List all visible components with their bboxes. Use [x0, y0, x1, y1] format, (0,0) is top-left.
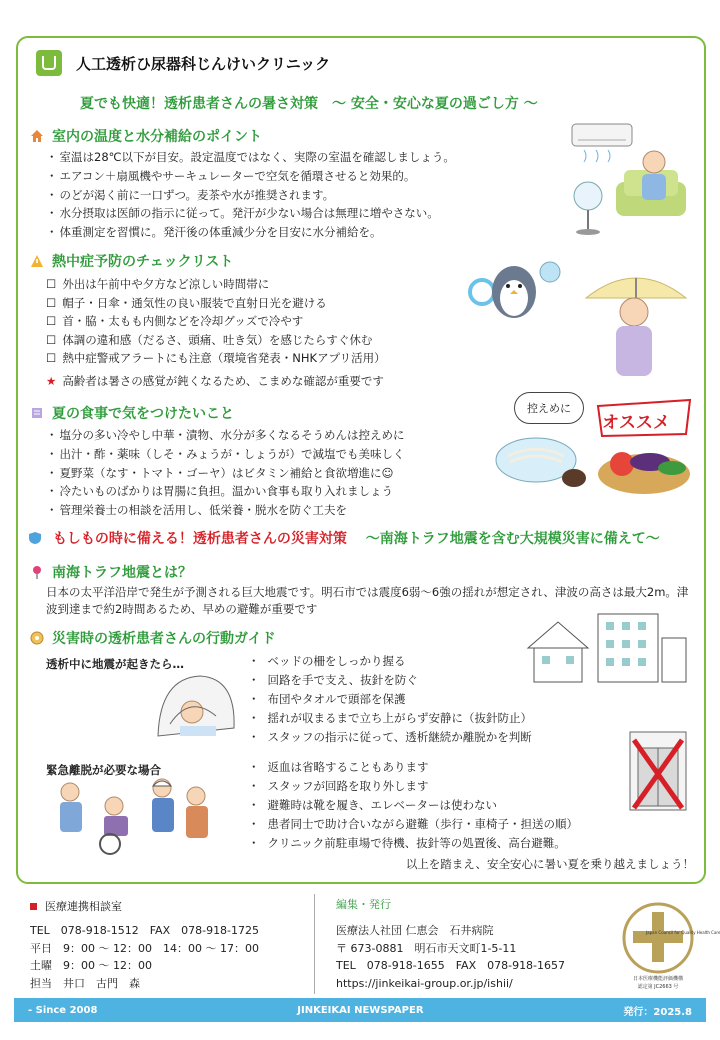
headline-summer: 夏でも快適！透析患者さんの暑さ対策 ～ 安全・安心な夏の過ごし方 ～ [80, 96, 538, 112]
closing-message: 以上を踏まえ、安全安心に暑い夏を乗り越えましょう！ [405, 857, 694, 871]
actions-during-dialysis [248, 652, 532, 747]
footer-consult-info [30, 922, 259, 992]
footer-consult-title [30, 898, 122, 914]
star-icon: ★ [46, 374, 57, 388]
badge-text: 日本医療機能評価機構 [632, 976, 684, 982]
bottom-bar [14, 998, 706, 1022]
footer-line: 〒 673-0881 明石市天文町1-5-11 [336, 941, 517, 955]
action-item: ・ 回路を手で支え、抜針を防ぐ [248, 671, 532, 690]
menu-icon [30, 406, 44, 420]
badge-text: 認定第 JC2663 号 [637, 984, 679, 990]
section-title-text: 室内の温度と水分補給のポイント [52, 129, 262, 145]
headline-disaster-sub: ～南海トラフ地震を含む大規模災害に備えて～ [365, 531, 660, 547]
heatstroke-illustration [466, 258, 696, 388]
headline-disaster-main: もしもの時に備える！透析患者さんの災害対策 [52, 531, 347, 547]
action-item: ・ スタッフが回路を取り外します [248, 777, 578, 796]
section2-note [46, 373, 384, 389]
footer-line: 医療法人社団 仁恵会 石井病院 [336, 924, 494, 937]
label-emergency: 緊急離脱が必要な場合 [46, 763, 161, 777]
section-title-nankai [30, 562, 192, 582]
bottom-bar-since: - Since 2008 [28, 1004, 98, 1016]
compass-icon [30, 631, 44, 645]
footer-line: TEL 078-918-1512 FAX 078-918-1725 [30, 924, 260, 937]
section-title-text: 災害時の透析患者さんの行動ガイド [52, 631, 276, 647]
action-item: ・ 患者同士で助け合いながら避難（歩行・車椅子・担送の順） [248, 815, 578, 834]
list-item: ・ 夏野菜（なす・トマト・ゴーヤ）はビタミン補給と食欲増進に☺ [46, 464, 405, 483]
no-elevator-icon [628, 730, 688, 812]
bottom-bar-issue-date: 発行：2025.8 [623, 1006, 692, 1018]
bubble-label-recommend: オススメ [602, 413, 670, 433]
patient-protect-head-illustration [150, 668, 240, 744]
shield-icon [28, 531, 42, 545]
list-item: ・ 室温は28℃以下が目安。設定温度ではなく、実際の室温を確認しましょう。 [46, 148, 455, 167]
list-item: ・ 出汁・酢・薬味（しそ・みょうが・しょうが）で減塩でも美味しく [46, 445, 405, 464]
action-item: ・ 返血は省略することもあります [248, 758, 578, 777]
action-item: ・ 布団やタオルで頭部を保護 [248, 690, 532, 709]
list-item: ・ エアコン＋扇風機やサーキュレーターで空気を循環させると効果的。 [46, 167, 455, 186]
list-item: ・ 水分摂取は医師の指示に従って。発汗が少ない場合は無理に増やさない。 [46, 204, 455, 223]
section-title-room [30, 126, 262, 146]
list-item: ・ 冷たいものばかりは胃腸に負担。温かい食事も取り入れましょう [46, 482, 405, 501]
action-item: ・ ベッドの柵をしっかり握る [248, 652, 532, 671]
list-item: ・ 体重測定を習慣に。発汗後の体重減少分を目安に水分補給を。 [46, 223, 455, 242]
accreditation-badge-icon [616, 898, 720, 994]
check-item: ☐ 熱中症警戒アラートにも注意（環境省発表・NHKアプリ活用） [46, 349, 386, 368]
evacuation-illustration [44, 776, 214, 856]
label-during-dialysis: 透析中に地震が起きたら… [46, 657, 184, 671]
footer-line: 担当 井口 古門 森 [30, 976, 140, 990]
check-item: ☐ 体調の違和感（だるさ、頭痛、吐き気）を感じたらすぐ休む [46, 331, 386, 350]
alert-icon [30, 254, 44, 268]
bubble-label-moderate: 控えめに [514, 392, 584, 424]
list-item: ・ 塩分の多い冷やし中華・漬物、水分が多くなるそうめんは控えめに [46, 426, 405, 445]
buildings-illustration [522, 608, 690, 688]
clinic-name: 人工透析ひ尿器科じんけいクリニック [76, 54, 331, 73]
footer-consult-title-text: 医療連携相談室 [45, 900, 122, 913]
list-item: ・ 管理栄養士の相談を活用し、低栄養・脱水を防ぐ工夫を [46, 501, 405, 520]
footer-line: TEL 078-918-1655 FAX 078-918-1657 [336, 959, 566, 972]
check-item: ☐ 首・脇・太もも内側などを冷却グッズで冷やす [46, 312, 386, 331]
action-item: ・ クリニック前駐車場で待機、抜針等の処置後、高台避難。 [248, 834, 578, 853]
footer-publisher-info [336, 922, 565, 992]
section1-list [46, 148, 455, 242]
square-bullet-icon [30, 903, 37, 910]
house-icon [30, 129, 44, 143]
badge-text: Japan Council for Quality Health Care [646, 930, 720, 935]
section-title-text: 南海トラフ地震とは？ [52, 565, 192, 581]
section-title-text: 夏の食事で気をつけたいこと [52, 406, 234, 422]
nankai-description: 日本の太平洋沿岸で発生が予測される巨大地震です。明石市では震度6弱～6強の揺れが想定され、津波の高さは最大2m。津波到達まで約2時間あるため、早めの避難が重要です [46, 585, 689, 616]
note-text: 高齢者は暑さの感覚が鈍くなるため、こまめな確認が重要です [62, 374, 384, 388]
bottom-bar-title: JINKEIKAI NEWSPAPER [297, 1004, 424, 1016]
check-item: ☐ 外出は午前中や夕方など涼しい時間帯に [46, 275, 386, 294]
actions-emergency [248, 758, 578, 853]
check-item: ☐ 帽子・日傘・通気性の良い服装で直射日光を避ける [46, 294, 386, 313]
section-title-checklist [30, 251, 233, 271]
list-item: ・ のどが渇く前に一口ずつ。麦茶や水が推奨されます。 [46, 186, 455, 205]
action-item: ・ スタッフの指示に従って、透析継続か離脱かを判断 [248, 728, 532, 747]
footer-line: 土曜 9：00 ～ 12：00 [30, 959, 152, 972]
section-title-text: 熱中症予防のチェックリスト [52, 254, 234, 270]
pin-icon [30, 565, 44, 579]
somen-bowl-illustration [492, 426, 592, 496]
air-conditioner-illustration [570, 122, 690, 240]
action-item: ・ 揺れが収まるまで立ち上がらず安静に（抜針防止） [248, 709, 532, 728]
section2-checklist [46, 275, 386, 368]
headline-disaster [28, 528, 660, 548]
clinic-logo-icon [36, 50, 62, 76]
clinic-header [36, 50, 330, 76]
footer-line[interactable]: https://jinkeikai-group.or.jp/ishii/ [336, 976, 513, 990]
footer-publisher-title: 編集・発行 [336, 898, 391, 911]
section-title-guide [30, 628, 276, 648]
footer-line: 平日 9：00 ～ 12：00 14：00 ～ 17：00 [30, 941, 259, 955]
section3-list [46, 426, 405, 520]
action-item: ・ 避難時は靴を履き、エレベーターは使わない [248, 796, 578, 815]
footer-divider [314, 894, 315, 994]
section-title-food [30, 403, 234, 423]
